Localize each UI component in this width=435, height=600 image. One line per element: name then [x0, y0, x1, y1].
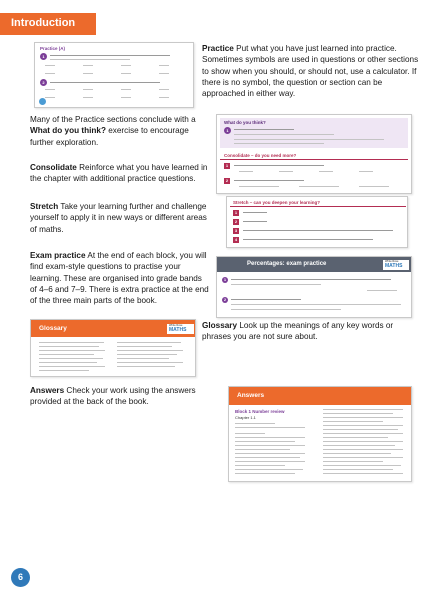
question-number-icon: 2	[223, 297, 227, 302]
question-number-icon: 1	[234, 210, 238, 215]
exam-thumbnail-title: Percentages: exam practice	[247, 261, 327, 267]
stretch-thumbnail-title: Stretch – can you deepen your learning?	[233, 200, 321, 205]
answers-text: Check your work using the answers provided at the back of the book.	[30, 386, 196, 407]
what-you-think-description	[30, 114, 210, 148]
question-number-icon: 2	[40, 79, 47, 86]
answers-thumbnail	[228, 386, 412, 482]
question-number-icon: 3	[234, 228, 238, 233]
stretch-term: Stretch	[30, 202, 59, 211]
wdyt-term: What do you think?	[30, 126, 106, 136]
glossary-description	[202, 320, 412, 343]
glossary-thumbnail	[30, 319, 196, 377]
stretch-description	[30, 201, 210, 235]
exam-practice-text: At the end of each block, you will find exam-style questions to practise your learning. These are organised into grade bands of 4–6 and 7–9. There is extra practice at the end of the three main parts of the book.	[30, 251, 209, 306]
answers-chapter: Chapter 1.1	[235, 415, 256, 420]
question-number-icon: 2	[225, 178, 229, 183]
glossary-term: Glossary	[202, 321, 238, 330]
exam-practice-term: Exam practice	[30, 251, 86, 260]
practice-description	[202, 43, 422, 99]
consolidate-description	[30, 162, 210, 185]
question-number-icon: 1	[225, 163, 229, 168]
exam-practice-description	[30, 250, 210, 306]
question-number-icon: 1	[223, 277, 227, 282]
brand-logo: White Rose MATHS	[167, 324, 194, 334]
answers-thumbnail-title: Answers	[237, 392, 265, 399]
exam-practice-thumbnail	[216, 256, 412, 318]
wdyt-post: exercise to encourage further exploration.	[30, 126, 189, 147]
consolidate-thumbnail-title: Consolidate – do you need more?	[224, 153, 297, 158]
what-you-think-thumbnail	[216, 114, 412, 194]
glossary-text: Look up the meanings of any key words or phrases you are not sure about.	[202, 321, 394, 342]
glossary-thumbnail-title: Glossary	[39, 325, 67, 332]
section-title: Introduction	[11, 17, 76, 29]
stretch-thumbnail	[226, 196, 408, 248]
question-number-icon: 4	[234, 237, 238, 242]
brand-logo: White Rose MATHS	[383, 260, 409, 270]
stretch-text: Take your learning further and challenge yourself to apply it in new ways or different areas of maths.	[30, 202, 207, 234]
answers-block-title: Block 1 Number review	[235, 409, 285, 414]
wdyt-pre: Many of the Practice sections conclude with a	[30, 115, 196, 124]
consolidate-text: Reinforce what you have learned in the chapter with additional practice questions.	[30, 163, 208, 184]
answers-description	[30, 385, 210, 408]
answers-term: Answers	[30, 386, 65, 395]
wdyt-thumbnail-title: What do you think?	[224, 120, 266, 125]
page-number: 6	[11, 568, 30, 587]
section-header	[0, 13, 96, 35]
practice-term: Practice	[202, 44, 234, 53]
practice-thumbnail-title: Practice (A)	[40, 46, 66, 51]
practice-text: Put what you have just learned into practice. Sometimes symbols are used in questions or other sections to show when you should, or should not, use a calculator. If there is no symbol, the question or section can be approached in either way.	[202, 44, 419, 99]
question-number-icon: 1	[40, 53, 47, 60]
question-number-icon: 1	[224, 127, 231, 134]
question-number-icon: 2	[234, 219, 238, 224]
practice-thumbnail	[34, 42, 194, 108]
consolidate-term: Consolidate	[30, 163, 77, 172]
calculator-icon	[39, 98, 46, 105]
